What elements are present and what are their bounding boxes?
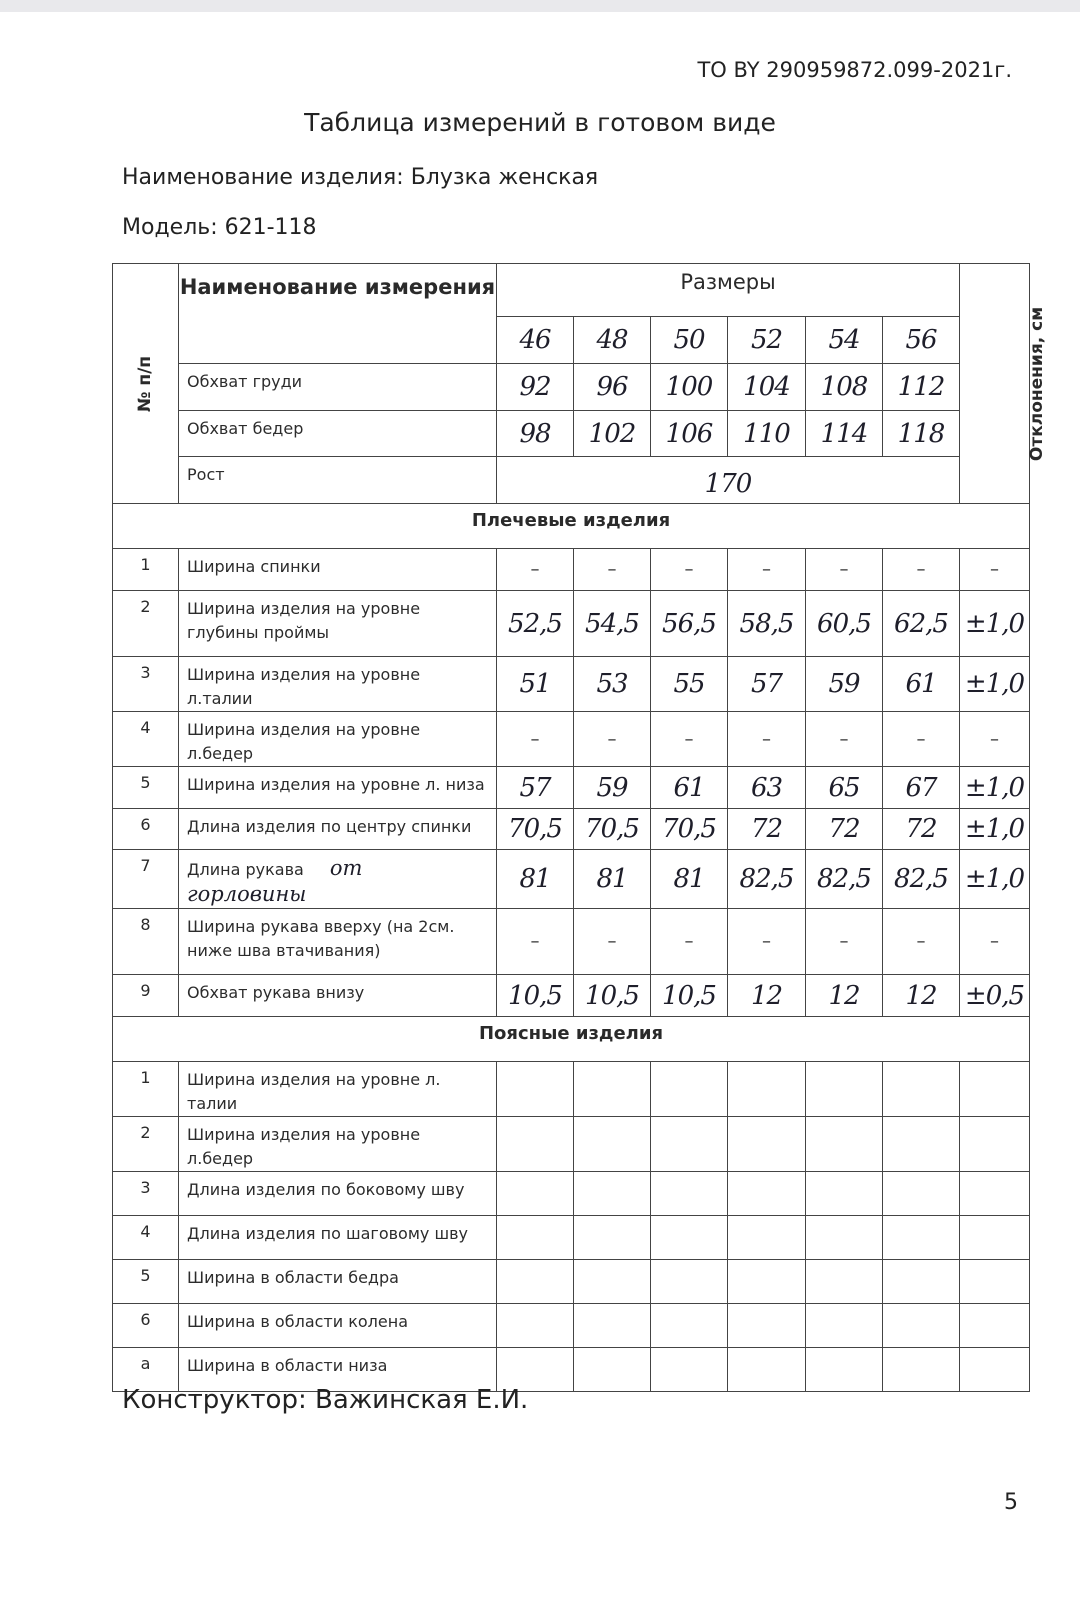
size-cell: 50	[651, 317, 728, 364]
value-cell: –	[883, 549, 960, 591]
row-number: 3	[113, 657, 179, 712]
value-cell: –	[728, 549, 806, 591]
table-row	[113, 457, 1030, 504]
value-cell: –	[497, 549, 574, 591]
table-row	[113, 1216, 1030, 1260]
row-label-with-note	[179, 850, 497, 909]
deviation-cell: –	[960, 909, 1030, 975]
value-cell: 118	[883, 411, 960, 457]
page-number: 5	[1004, 1490, 1018, 1515]
value-cell: 57	[497, 767, 574, 809]
value-cell: 100	[651, 364, 728, 411]
row-number: 4	[113, 712, 179, 767]
value-cell: 53	[574, 657, 651, 712]
value-cell: 104	[728, 364, 806, 411]
value-cell: 92	[497, 364, 574, 411]
value-cell: 54,5	[574, 591, 651, 657]
row-number: 4	[113, 1216, 179, 1260]
row-label: Ширина изделия на уровне л.бедер	[179, 1117, 497, 1172]
size-cell: 54	[806, 317, 883, 364]
table-row	[113, 411, 1030, 457]
column-header-name: Наименование измерения	[179, 264, 497, 364]
value-cell: 114	[806, 411, 883, 457]
value-cell: 61	[651, 767, 728, 809]
row-number: 2	[113, 1117, 179, 1172]
value-cell: 10,5	[651, 975, 728, 1017]
value-cell: 57	[728, 657, 806, 712]
table-row	[113, 1260, 1030, 1304]
column-header-number: № п/п	[113, 264, 179, 504]
section-shoulder-items: Плечевые изделия	[113, 504, 1030, 549]
empty-cell	[806, 1172, 883, 1216]
empty-cell	[806, 1062, 883, 1117]
empty-cell	[574, 1348, 651, 1392]
value-cell: –	[806, 549, 883, 591]
empty-cell	[574, 1260, 651, 1304]
empty-cell	[806, 1216, 883, 1260]
table-row	[113, 975, 1030, 1017]
value-cell: 106	[651, 411, 728, 457]
empty-cell	[574, 1062, 651, 1117]
column-header-sizes: Размеры	[497, 264, 960, 317]
empty-cell	[497, 1062, 574, 1117]
empty-cell	[806, 1348, 883, 1392]
value-cell: 51	[497, 657, 574, 712]
column-header-deviation: Отклонения, см	[960, 264, 1030, 504]
empty-cell	[651, 1172, 728, 1216]
value-cell: 110	[728, 411, 806, 457]
handwritten-note: от горловины	[187, 856, 363, 906]
value-cell: 70,5	[497, 809, 574, 850]
row-number: 1	[113, 549, 179, 591]
empty-cell	[497, 1260, 574, 1304]
empty-cell	[960, 1216, 1030, 1260]
value-cell: 72	[806, 809, 883, 850]
table-row	[113, 1117, 1030, 1172]
table-row	[113, 850, 1030, 909]
empty-cell	[960, 1348, 1030, 1392]
row-label: Ширина в области колена	[179, 1304, 497, 1348]
value-cell: 10,5	[497, 975, 574, 1017]
row-number: 5	[113, 767, 179, 809]
empty-cell	[883, 1304, 960, 1348]
empty-cell	[806, 1117, 883, 1172]
value-cell: 108	[806, 364, 883, 411]
row-number: 8	[113, 909, 179, 975]
empty-cell	[651, 1260, 728, 1304]
empty-cell	[960, 1062, 1030, 1117]
row-label: Обхват рукава внизу	[179, 975, 497, 1017]
value-cell: 82,5	[883, 850, 960, 909]
empty-cell	[960, 1172, 1030, 1216]
value-cell: –	[806, 909, 883, 975]
standard-reference: ТО BY 290959872.099-2021г.	[697, 58, 1012, 82]
empty-cell	[883, 1062, 960, 1117]
value-cell: 55	[651, 657, 728, 712]
value-cell: –	[651, 909, 728, 975]
table-row	[113, 591, 1030, 657]
value-cell: 63	[728, 767, 806, 809]
deviation-cell: ±1,0	[960, 767, 1030, 809]
deviation-cell: –	[960, 712, 1030, 767]
empty-cell	[574, 1172, 651, 1216]
page-title: Таблица измерений в готовом виде	[304, 108, 776, 137]
row-label: Ширина в области низа	[179, 1348, 497, 1392]
value-cell: 81	[651, 850, 728, 909]
value-cell: 82,5	[806, 850, 883, 909]
section-waist-items: Поясные изделия	[113, 1017, 1030, 1062]
model-number: Модель: 621-118	[122, 215, 317, 240]
value-cell: 60,5	[806, 591, 883, 657]
row-label: Обхват груди	[179, 364, 497, 411]
empty-cell	[651, 1304, 728, 1348]
empty-cell	[883, 1260, 960, 1304]
value-cell: 58,5	[728, 591, 806, 657]
table-row	[113, 909, 1030, 975]
size-cell: 56	[883, 317, 960, 364]
table-row	[113, 364, 1030, 411]
value-cell: –	[806, 712, 883, 767]
value-cell: 81	[574, 850, 651, 909]
table-row	[113, 1062, 1030, 1117]
size-cell: 46	[497, 317, 574, 364]
value-cell: 72	[883, 809, 960, 850]
empty-cell	[728, 1062, 806, 1117]
empty-cell	[960, 1304, 1030, 1348]
value-cell: –	[651, 549, 728, 591]
value-cell: –	[728, 712, 806, 767]
value-cell: 82,5	[728, 850, 806, 909]
row-number: 2	[113, 591, 179, 657]
value-cell: 56,5	[651, 591, 728, 657]
size-cell: 52	[728, 317, 806, 364]
designer-signature-line: Конструктор: Важинская Е.И.	[122, 1385, 529, 1415]
table-row	[113, 549, 1030, 591]
row-number: 7	[113, 850, 179, 909]
empty-cell	[883, 1348, 960, 1392]
value-cell: 72	[728, 809, 806, 850]
value-cell: 70,5	[574, 809, 651, 850]
row-label: Ширина изделия на уровне л.талии	[179, 657, 497, 712]
value-cell: 62,5	[883, 591, 960, 657]
row-label: Ширина в области бедра	[179, 1260, 497, 1304]
empty-cell	[960, 1117, 1030, 1172]
row-label: Ширина изделия на уровне глубины проймы	[179, 591, 497, 657]
row-number: 5	[113, 1260, 179, 1304]
row-label: Ширина изделия на уровне л. низа	[179, 767, 497, 809]
row-label: Ширина рукава вверху (на 2см. ниже шва втачивания)	[179, 909, 497, 975]
value-cell: 102	[574, 411, 651, 457]
empty-cell	[497, 1172, 574, 1216]
row-label: Длина изделия по шаговому шву	[179, 1216, 497, 1260]
value-cell: –	[497, 909, 574, 975]
value-cell: 59	[574, 767, 651, 809]
empty-cell	[497, 1216, 574, 1260]
table-row	[113, 1172, 1030, 1216]
value-cell: –	[883, 909, 960, 975]
row-label: Обхват бедер	[179, 411, 497, 457]
value-cell: 112	[883, 364, 960, 411]
table-row	[113, 712, 1030, 767]
row-number: 3	[113, 1172, 179, 1216]
scan-edge	[0, 0, 1080, 12]
table-row	[113, 657, 1030, 712]
value-cell: –	[574, 909, 651, 975]
row-number: 9	[113, 975, 179, 1017]
value-cell: 70,5	[651, 809, 728, 850]
empty-cell	[806, 1304, 883, 1348]
empty-cell	[806, 1260, 883, 1304]
value-cell: 98	[497, 411, 574, 457]
value-cell: 59	[806, 657, 883, 712]
row-label: Ширина спинки	[179, 549, 497, 591]
value-cell: 12	[728, 975, 806, 1017]
table-row	[113, 809, 1030, 850]
value-cell: –	[728, 909, 806, 975]
row-label: Ширина изделия на уровне л. талии	[179, 1062, 497, 1117]
row-label: Длина изделия по центру спинки	[179, 809, 497, 850]
empty-cell	[883, 1216, 960, 1260]
empty-cell	[651, 1062, 728, 1117]
size-cell: 48	[574, 317, 651, 364]
empty-cell	[497, 1117, 574, 1172]
deviation-cell: ±0,5	[960, 975, 1030, 1017]
empty-cell	[651, 1117, 728, 1172]
measurement-table	[112, 263, 1048, 1392]
row-number: 6	[113, 1304, 179, 1348]
value-cell: 96	[574, 364, 651, 411]
row-number: 1	[113, 1062, 179, 1117]
value-cell: 12	[883, 975, 960, 1017]
value-cell: 12	[806, 975, 883, 1017]
deviation-cell: ±1,0	[960, 809, 1030, 850]
row-label: Длина рукава	[187, 860, 304, 879]
empty-cell	[651, 1348, 728, 1392]
empty-cell	[728, 1172, 806, 1216]
value-cell: –	[497, 712, 574, 767]
row-number: а	[113, 1348, 179, 1392]
deviation-cell: –	[960, 549, 1030, 591]
empty-cell	[574, 1216, 651, 1260]
empty-cell	[728, 1117, 806, 1172]
value-cell: 52,5	[497, 591, 574, 657]
empty-cell	[497, 1304, 574, 1348]
deviation-cell: ±1,0	[960, 850, 1030, 909]
row-label: Рост	[179, 457, 497, 504]
value-cell: –	[574, 712, 651, 767]
empty-cell	[960, 1260, 1030, 1304]
value-cell: 65	[806, 767, 883, 809]
height-value: 170	[497, 457, 960, 504]
empty-cell	[728, 1216, 806, 1260]
value-cell: 67	[883, 767, 960, 809]
table-row	[113, 1304, 1030, 1348]
value-cell: –	[574, 549, 651, 591]
deviation-cell: ±1,0	[960, 591, 1030, 657]
value-cell: 61	[883, 657, 960, 712]
table-row	[113, 767, 1030, 809]
empty-cell	[883, 1117, 960, 1172]
row-number: 6	[113, 809, 179, 850]
empty-cell	[728, 1348, 806, 1392]
row-label: Длина изделия по боковому шву	[179, 1172, 497, 1216]
empty-cell	[728, 1304, 806, 1348]
value-cell: 81	[497, 850, 574, 909]
product-name: Наименование изделия: Блузка женская	[122, 165, 599, 190]
value-cell: –	[883, 712, 960, 767]
empty-cell	[883, 1172, 960, 1216]
deviation-cell: ±1,0	[960, 657, 1030, 712]
empty-cell	[574, 1304, 651, 1348]
empty-cell	[574, 1117, 651, 1172]
value-cell: –	[651, 712, 728, 767]
row-label: Ширина изделия на уровне л.бедер	[179, 712, 497, 767]
empty-cell	[651, 1216, 728, 1260]
value-cell: 10,5	[574, 975, 651, 1017]
empty-cell	[728, 1260, 806, 1304]
